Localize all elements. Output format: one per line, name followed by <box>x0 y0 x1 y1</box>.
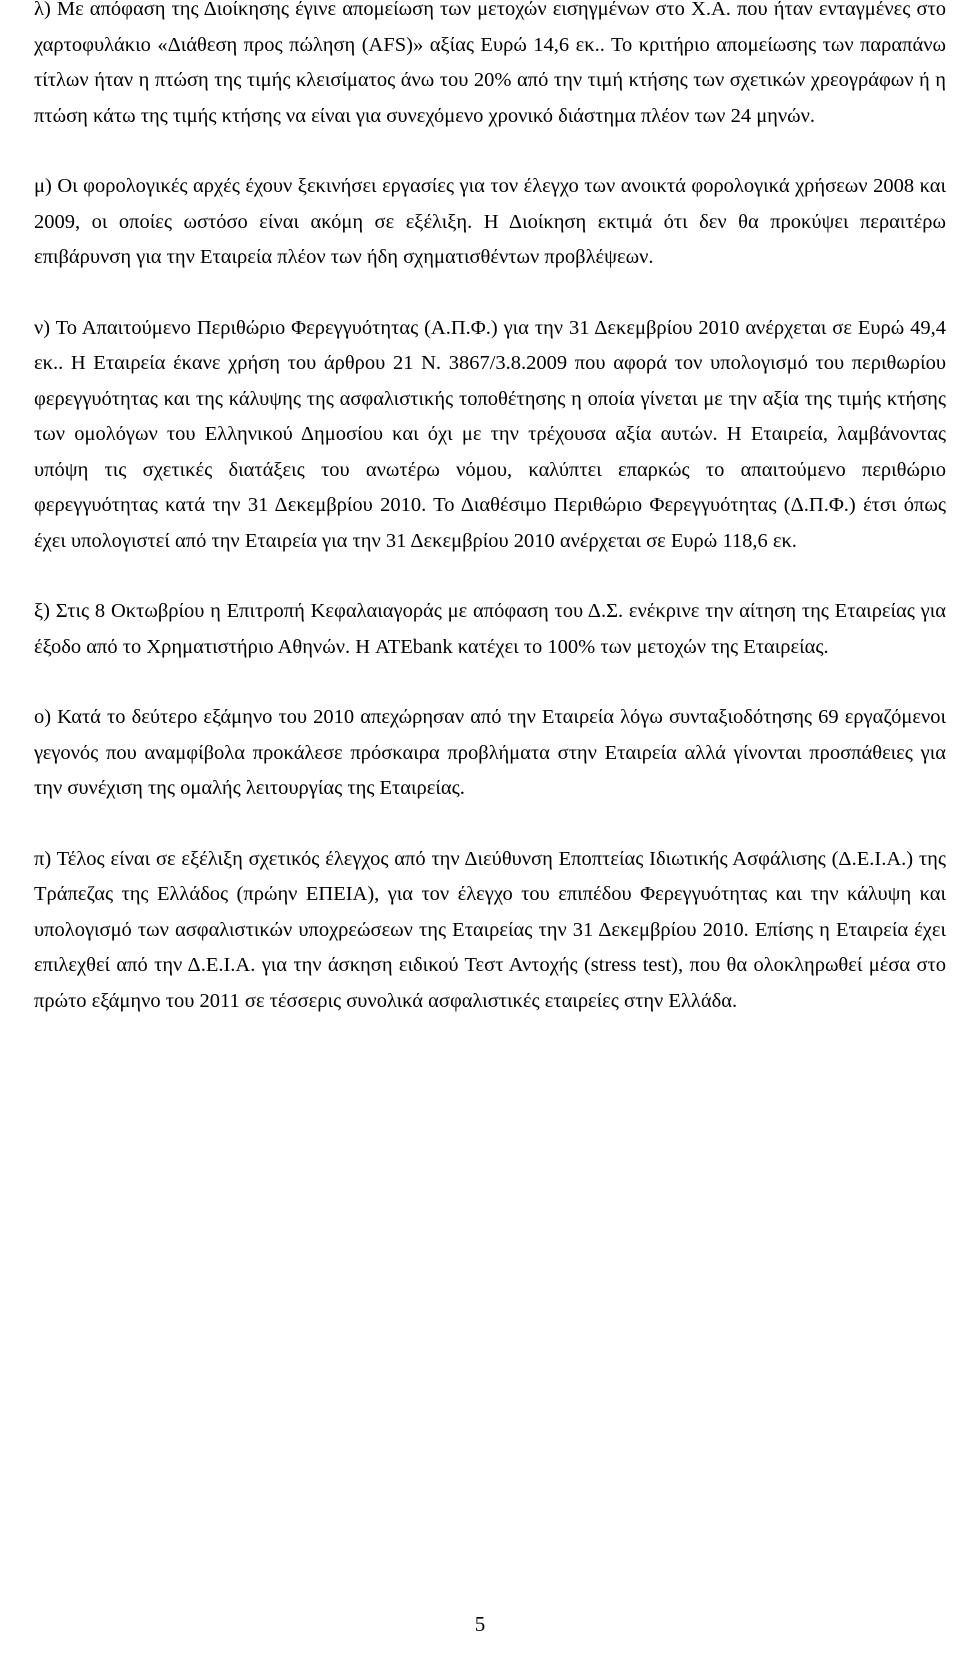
page-number: 5 <box>474 1612 486 1636</box>
document-body <box>34 0 946 1019</box>
paragraph-omicron: ο) Κατά το δεύτερο εξάμηνο του 2010 απεχώρησαν από την Εταιρεία λόγω συνταξιοδότησης 69 εργαζόμενοι γεγονός που αναμφίβολα προκάλεσε πρόσκαιρα προβλήματα στην Εταιρεία αλλά γίνονται προσπάθειες για την συνέχιση της ομαλής λειτουργίας της Εταιρείας. <box>34 706 946 799</box>
paragraph-xi: ξ) Στις 8 Οκτωβρίου η Επιτροπή Κεφαλαιαγοράς με απόφαση του Δ.Σ. ενέκρινε την αίτηση της Εταιρείας για έξοδο από το Χρηματιστήριο Αθηνών. Η ATEbank κατέχει το 100% των μετοχών της Εταιρείας. <box>34 600 946 658</box>
paragraph-lambda: λ) Με απόφαση της Διοίκησης έγινε απομείωση των μετοχών εισηγμένων στο Χ.Α. που ήταν ενταγμένες στο χαρτοφυλάκιο «Διάθεση προς πώληση (AFS)» αξίας Ευρώ 14,6 εκ.. Το κριτήριο απομείωσης των παραπάνω τίτλων ήταν η πτώση της τιμής κλεισίματος άνω του 20% από την τιμή κτήσης των σχετικών χρεογράφων ή η πτώση κάτω της τιμής κτήσης να είναι για συνεχόμενο χρονικό διάστημα πλέον των 24 μηνών. <box>34 0 946 127</box>
paragraph-pi: π) Τέλος είναι σε εξέλιξη σχετικός έλεγχος από την Διεύθυνση Εποπτείας Ιδιωτικής Ασφάλισης (Δ.Ε.Ι.Α.) της Τράπεζας της Ελλάδος (πρώην ΕΠΕΙΑ), για τον έλεγχο του επιπέδου Φερεγγυότητας και την κάλυψη και υπολογισμό των ασφαλιστικών υποχρεώσεων της Εταιρείας την 31 Δεκεμβρίου 2010. Επίσης η Εταιρεία έχει επιλεχθεί από την Δ.Ε.Ι.Α. για την άσκηση ειδικού Τεστ Αντοχής (stress test), που θα ολοκληρωθεί μέσα στο πρώτο εξάμηνο του 2011 σε τέσσερις συνολικά ασφαλιστικές εταιρείες στην Ελλάδα. <box>34 847 946 1012</box>
paragraph-mu: μ) Οι φορολογικές αρχές έχουν ξεκινήσει εργασίες για τον έλεγχο των ανοικτά φορολογικά χρήσεων 2008 και 2009, οι οποίες ωστόσο είναι ακόμη σε εξέλιξη. Η Διοίκηση εκτιμά ότι δεν θα προκύψει περαιτέρω επιβάρυνση για την Εταιρεία πλέον των ήδη σχηματισθέντων προβλέψεων. <box>34 175 946 268</box>
paragraph-nu: ν) Το Απαιτούμενο Περιθώριο Φερεγγυότητας (Α.Π.Φ.) για την 31 Δεκεμβρίου 2010 ανέρχεται σε Ευρώ 49,4 εκ.. Η Εταιρεία έκανε χρήση του άρθρου 21 Ν. 3867/3.8.2009 που αφορά τον υπολογισμό του περιθωρίου φερεγγυότητας και της κάλυψης της ασφαλιστικής τοποθέτησης η οποία γίνεται με την αξία της τιμής κτήσης των ομολόγων του Ελληνικού Δημοσίου και όχι με την τρέχουσα αξία αυτών. Η Εταιρεία, λαμβάνοντας υπόψη τις σχετικές διατάξεις του ανωτέρω νόμου, καλύπτει επαρκώς το απαιτούμενο περιθώριο φερεγγυότητας κατά την 31 Δεκεμβρίου 2010. Το Διαθέσιμο Περιθώριο Φερεγγυότητας (Δ.Π.Φ.) έτσι όπως έχει υπολογιστεί από την Εταιρεία για την 31 Δεκεμβρίου 2010 ανέρχεται σε Ευρώ 118,6 εκ. <box>34 316 946 552</box>
